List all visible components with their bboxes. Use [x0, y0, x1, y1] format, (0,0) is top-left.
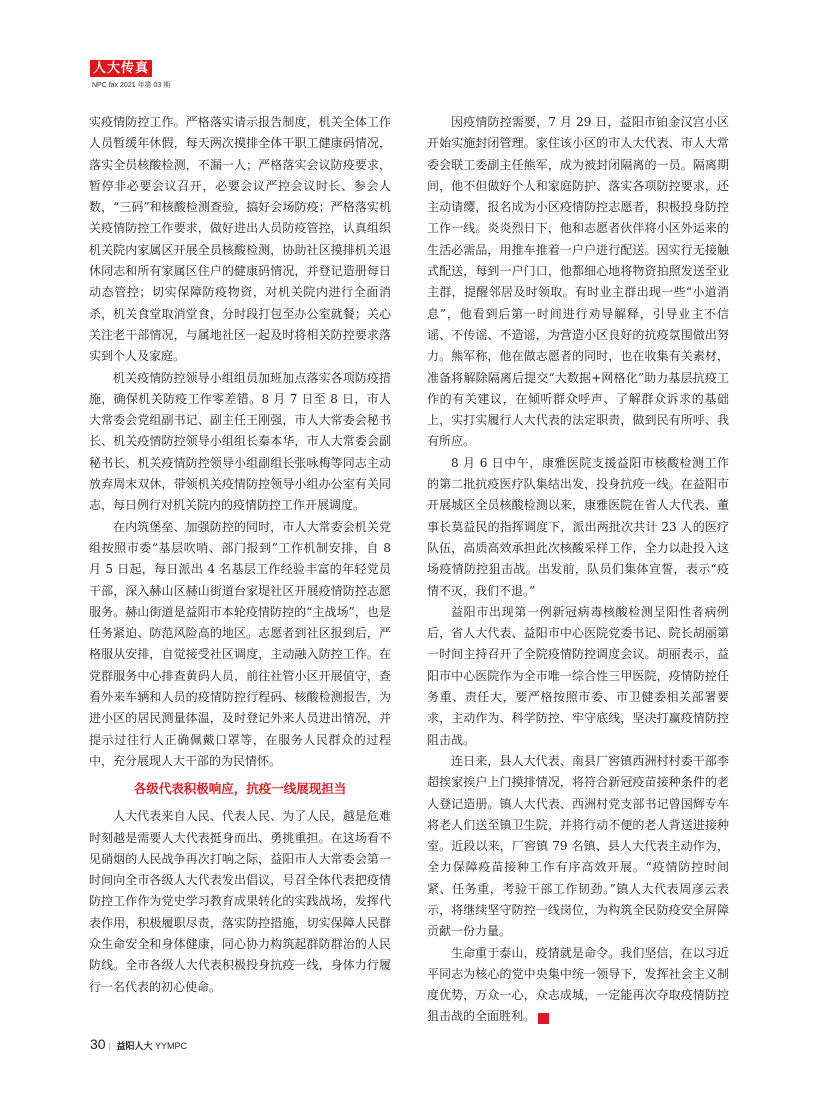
- right-column: [427, 112, 729, 1028]
- publication-name: 益阳人大: [116, 1041, 153, 1051]
- magazine-section-title: 人大传真: [90, 60, 152, 77]
- page-number: 30: [90, 1036, 106, 1052]
- paragraph: [427, 943, 729, 1028]
- publication-code: YYMPC: [154, 1041, 187, 1051]
- paragraph: 因疫情防控需要，7 月 29 日，益阳市铂金汉宫小区开始实施封闭管理。家住该小区的市人大代表、市人大常委会联工委副主任熊军，成为被封闭隔离的一员。隔离期间，他不但做好个人和家庭防护、落实各项防控要求，还主动请缨，报名成为小区疫情防控志愿者，积极投身防控工作一线。炎炎烈日下，他和志愿者伙伴将小区外运来的生活必需品，用推车推着一户户进行配送。因实行无接触式配送，每到一户门口，他都细心地将物资拍照发送至业主群，提醒邻居及时领取。有时业主群出现一些“小道消息”，他看到后第一时间进行劝导解释，引导业主不信谣、不传谣、不造谣，为营造小区良好的抗疫氛围做出努力。熊军称，他在做志愿者的同时，也在收集有关素材，准备将解除隔离后提交“大数据+网格化”助力基层抗疫工作的有关建议，在倾听群众呼声、了解群众诉求的基础上，实打实履行人大代表的法定职责，做到民有所呼、我有所应。: [427, 115, 729, 449]
- paragraph: 机关疫情防控领导小组组员加班加点落实各项防疫措施，确保机关防疫工作零差错。8 月 7 日至 8 日，市人大常委会党组副书记、副主任王刚强，市人大常委会秘书长、机关疫情防控领导小组组长秦本华，市人大常委会副秘书长、机关疫情防控领导小组副组长张咏梅等同志主动放弃周末双休，带领机关疫情防控领导小组办公室有关同志，每日例行对机关院内的疫情防控工作开展调度。: [89, 370, 391, 513]
- paragraph: 益阳市出现第一例新冠病毒核酸检测呈阳性者病例后，省人大代表、益阳市中心医院党委书记、院长胡丽第一时间主持召开了全院疫情防控调度会议。胡丽表示，益阳市中心医院作为全市唯一综合性三甲医院，疫情防控任务重、责任大，要严格按照市委、市卫健委相关部署要求，主动作为、科学防控、牢守底线，坚决打赢疫情防控阻击战。: [427, 604, 729, 747]
- paragraph: 人大代表来自人民、代表人民、为了人民，越是危难时刻越是需要人大代表挺身而出、勇挑重担。在这场看不见硝烟的人民战争再次打响之际，益阳市人大常委会第一时间向全市各级人大代表发出倡议，号召全体代表把疫情防控工作作为党史学习教育成果转化的实践战场，发挥代表作用，积极履职尽责，落实防控措施，切实保障人民群众生命安全和身体健康，同心协力构筑起群防群治的人民防线。全市各级人大代表积极投身抗疫一线，身体力行履行一名代表的初心使命。: [89, 809, 391, 994]
- issue-label: NPC fax 2021 年第 03 期: [92, 82, 171, 89]
- paragraph: 实疫情防控工作。严格落实请示报告制度，机关全体工作人员暂缓年休假，每天两次摸排全体干职工健康码情况，落实全员核酸检测，不漏一人；严格落实会议防疫要求，暂停非必要会议召开，必要会议严控会议时长、参会人数，“三码”和核酸检测查验，搞好会场防疫；严格落实机关疫情防控工作要求，做好进出人员防疫管控，认真组织机关院内家属区开展全员核酸检测，协助社区摸排机关退休同志和所有家属区住户的健康码情况，并登记造册每日动态管控；切实保障防疫物资，对机关院内进行全面消杀，机关食堂取消堂食，分时段打包至办公室就餐；关心关注老干部情况，与属地社区一起及时将相关防控要求落实到个人及家庭。: [89, 115, 391, 364]
- page-footer: [90, 1036, 187, 1052]
- end-of-article-icon: 人: [538, 1013, 549, 1024]
- footer-divider: |: [108, 1041, 111, 1051]
- left-column: [89, 112, 391, 998]
- paragraph: 8 月 6 日中午，康雅医院支援益阳市核酸检测工作的第二批抗疫医疗队集结出发，投身抗疫一线。在益阳市开展城区全员核酸检测以来，康雅医院在省人大代表、董事长莫益民的指挥调度下，派出两批次共计 23 人的医疗队伍，高质高效承担此次核酸采样工作，全力以赴投入这场疫情防控狙击战。出发前，队员们集体宣誓，表示“疫情不灭，我们不退。”: [427, 455, 729, 598]
- closing-text: 生命重于泰山，疫情就是命令。我们坚信，在以习近平同志为核心的党中央集中统一领导下，发挥社会主义制度优势，万众一心，众志成城，一定能再次夺取疫情防控狙击战的全面胜利。: [427, 945, 729, 1024]
- section-heading: 各级代表积极响应，抗疫一线展现担当: [133, 781, 347, 797]
- paragraph: 连日来，县人大代表、南县厂窖镇西洲村村委干部李超挨家挨户上门摸排情况，将符合新冠疫苗接种条件的老人登记造册。镇人大代表、西洲村党支部书记曾国辉专车将老人们送至镇卫生院，并将行动不便的老人背送进接种室。近段以来，厂窖镇 79 名镇、县人大代表主动作为，全力保障疫苗接种工作有序高效开展。“疫情防控时间紧、任务重，考验干部工作韧劲。”镇人大代表周彦云表示，将继续坚守防控一线岗位，为构筑全民防疫安全屏障贡献一份力量。: [427, 753, 729, 939]
- paragraph: 在内筑堡垒、加强防控的同时，市人大常委会机关党组按照市委“基层吹哨、部门报到”工作机制安排，自 8 月 5 日起，每日派出 4 名基层工作经验丰富的年轻党员干部，深入赫山区赫山街道台家堤社区开展疫情防控志愿服务。赫山街道是益阳市本轮疫情防控的“主战场”，也是任务紧迫、防范风险高的地区。志愿者到社区报到后，严格服从安排，自觉接受社区调度，主动融入防控工作。在党群服务中心排查黄码人员，前往社管小区开展值守，查看外来车辆和人员的疫情防控行程码、核酸检测报告，为进小区的居民测量体温，及时登记外来人员进出情况，并提示过往行人正确佩戴口罩等，在服务人民群众的过程中，充分展现人大干部的为民情怀。: [89, 519, 391, 768]
